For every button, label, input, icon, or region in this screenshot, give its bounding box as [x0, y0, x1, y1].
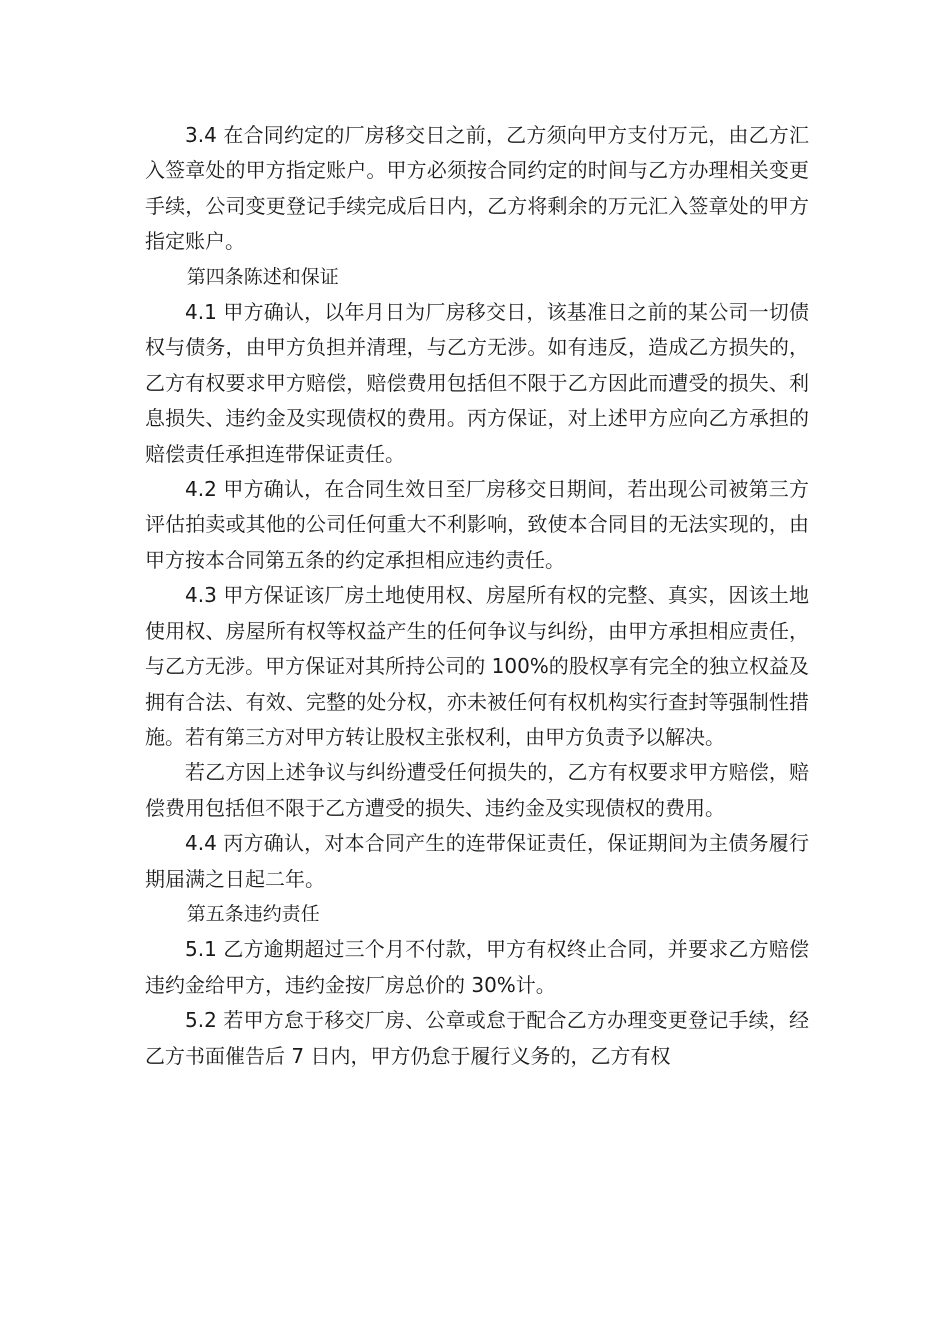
clause-3-4: 3.4 在合同约定的厂房移交日之前，乙方须向甲方支付万元，由乙方汇入签章处的甲方指定账户。甲方必须按合同约定的时间与乙方办理相关变更手续，公司变更登记手续完成后日内，乙方将剩余的万元汇入签章处的甲方指定账户。 — [145, 123, 809, 254]
document-body — [145, 118, 809, 1074]
clause-5-1: 5.1 乙方逾期超过三个月不付款，甲方有权终止合同，并要求乙方赔偿违约金给甲方，违约金按厂房总价的 30%计。 — [145, 937, 809, 997]
clause-5-2: 5.2 若甲方怠于移交厂房、公章或怠于配合乙方办理变更登记手续，经乙方书面催告后 7 日内，甲方仍怠于履行义务的，乙方有权 — [145, 1008, 809, 1068]
article-4-heading: 第四条陈述和保证 — [186, 265, 339, 288]
clause-4-4: 4.4 丙方确认，对本合同产生的连带保证责任，保证期间为主债务履行期届满之日起二年。 — [145, 831, 809, 891]
clause-4-1: 4.1 甲方确认，以年月日为厂房移交日，该基准日之前的某公司一切债权与债务，由甲方负担并清理，与乙方无涉。如有违反，造成乙方损失的，乙方有权要求甲方赔偿，赔偿费用包括但不限于乙方因此而遭受的损失、利息损失、违约金及实现债权的费用。丙方保证，对上述甲方应向乙方承担的赔偿责任承担连带保证责任。 — [145, 300, 809, 466]
article-5-heading: 第五条违约责任 — [186, 902, 320, 925]
clause-4-3: 4.3 甲方保证该厂房土地使用权、房屋所有权的完整、真实，因该土地使用权、房屋所有权等权益产生的任何争议与纠纷，由甲方承担相应责任，与乙方无涉。甲方保证对其所持公司的 100%的股权享有完全的独立权益及拥有合法、有效、完整的处分权，亦未被任何有权机构实行查封等强制性措施。若有第三方对甲方转让股权主张权利，由甲方负责予以解决。 — [145, 583, 809, 749]
clause-4-3-continuation: 若乙方因上述争议与纠纷遭受任何损失的，乙方有权要求甲方赔偿，赔偿费用包括但不限于乙方遭受的损失、违约金及实现债权的费用。 — [145, 760, 809, 820]
clause-4-2: 4.2 甲方确认，在合同生效日至厂房移交日期间，若出现公司被第三方评估拍卖或其他的公司任何重大不利影响，致使本合同目的无法实现的，由甲方按本合同第五条的约定承担相应违约责任。 — [145, 477, 809, 572]
